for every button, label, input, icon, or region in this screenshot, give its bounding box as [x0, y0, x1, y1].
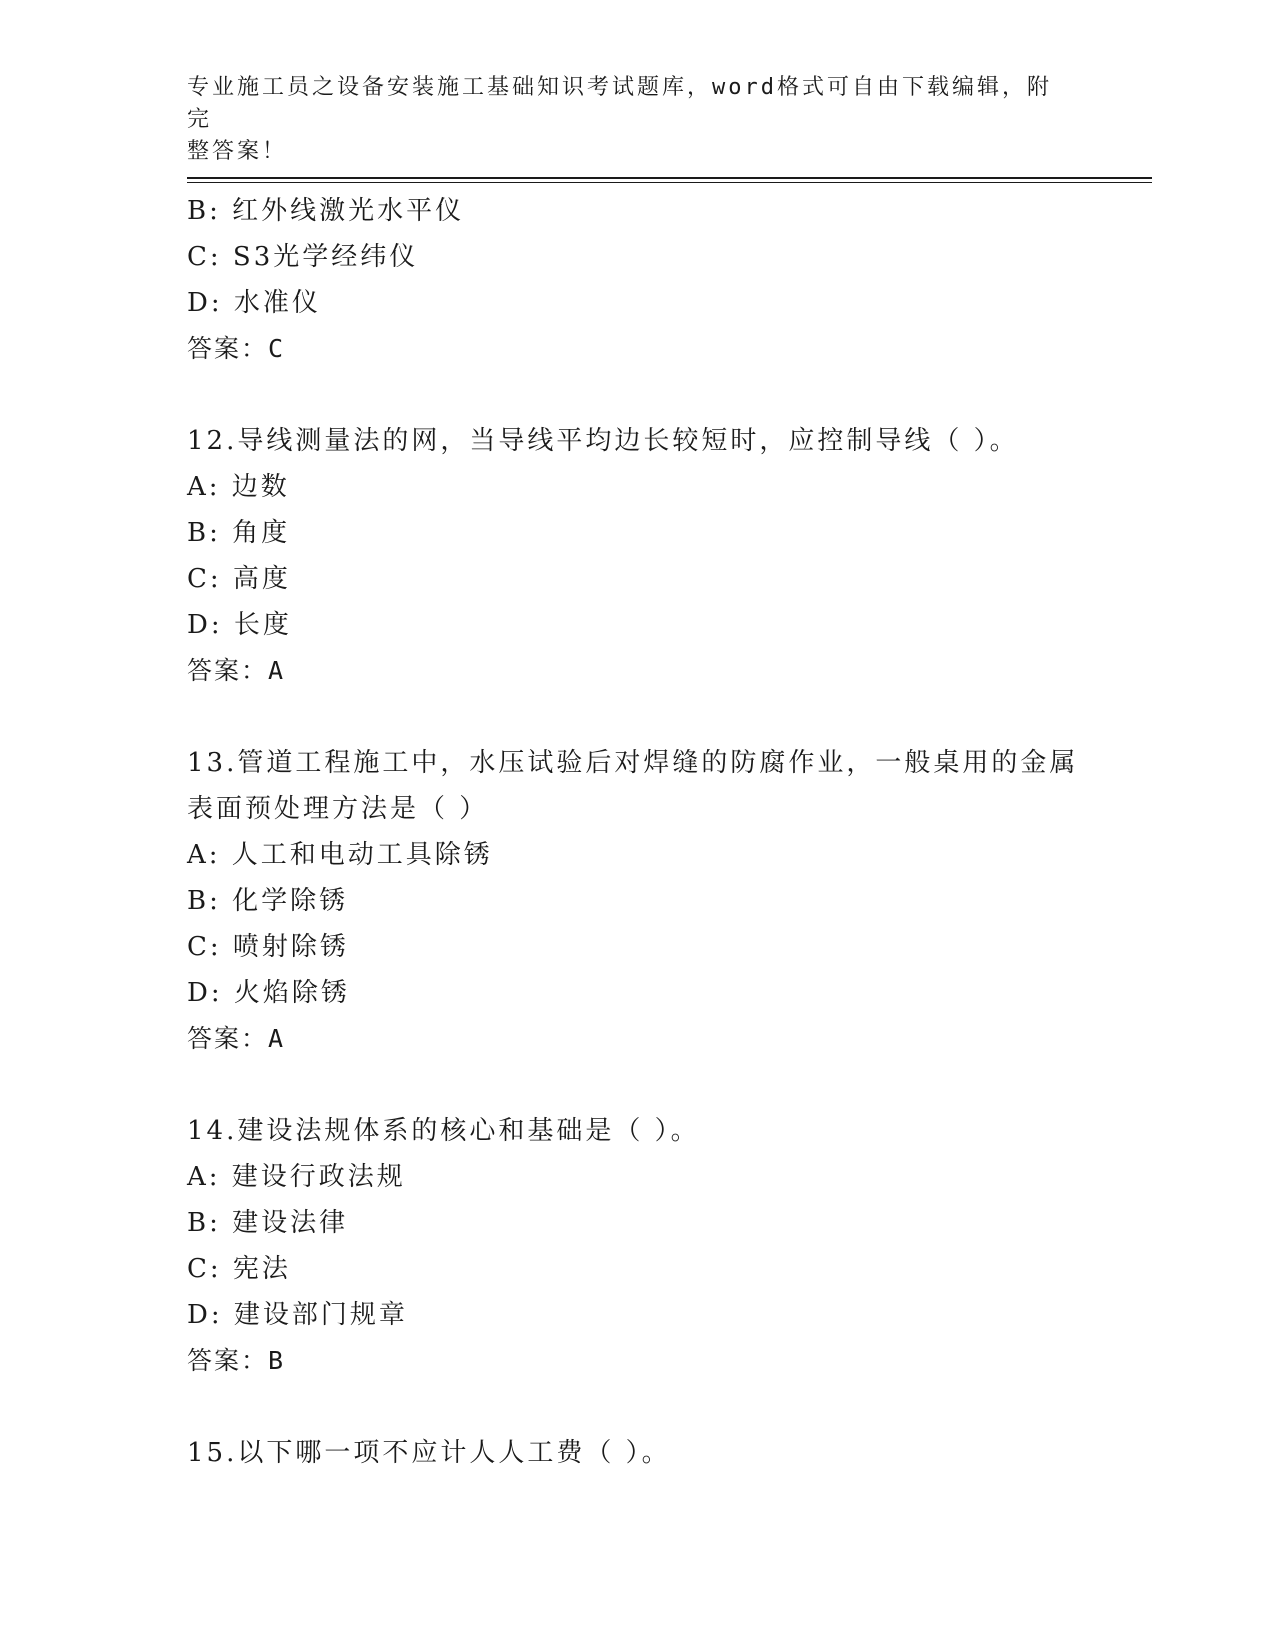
question-12-option-c: C: 高度 [187, 564, 291, 594]
header-title-line-1: 专业施工员之设备安装施工基础知识考试题库，word格式可自由下载编辑，附完 [187, 75, 1052, 132]
question-12-option-d: D: 长度 [187, 610, 292, 640]
question-11-option-d: D: 水准仪 [187, 288, 321, 318]
question-14-answer: 答案：B [187, 1346, 286, 1375]
question-13 [187, 740, 1087, 1062]
spacer [187, 694, 1087, 740]
question-11-option-c: C: S3光学经纬仪 [187, 242, 419, 272]
question-13-stem-line-2: 表面预处理方法是（ ） [187, 794, 489, 824]
question-13-option-d: D: 火焰除锈 [187, 978, 350, 1008]
question-13-option-b: B: 化学除锈 [187, 886, 349, 916]
header-divider-thick [187, 177, 1152, 179]
question-13-stem-line-1: 13.管道工程施工中，水压试验后对焊缝的防腐作业，一般桌用的金属 [187, 748, 1079, 778]
question-list [187, 188, 1087, 1476]
question-14-option-d: D: 建设部门规章 [187, 1300, 408, 1330]
question-14-option-a: A: 建设行政法规 [187, 1162, 406, 1192]
question-13-answer: 答案：A [187, 1024, 286, 1053]
question-15 [187, 1430, 1087, 1476]
question-14 [187, 1108, 1087, 1384]
question-12-stem: 12.导线测量法的网，当导线平均边长较短时，应控制导线（ ）。 [187, 426, 1019, 456]
question-14-option-b: B: 建设法律 [187, 1208, 349, 1238]
question-11-answer: 答案：C [187, 334, 286, 363]
spacer [187, 1384, 1087, 1430]
spacer [187, 372, 1087, 418]
spacer [187, 1062, 1087, 1108]
header-title-line-2: 整答案！ [187, 139, 288, 164]
question-15-stem: 15.以下哪一项不应计人人工费（ ）。 [187, 1438, 671, 1468]
header-divider-thin [187, 182, 1152, 183]
document-header [187, 72, 1067, 168]
question-11-option-b: B: 红外线激光水平仪 [187, 196, 465, 226]
question-14-option-c: C: 宪法 [187, 1254, 291, 1284]
question-11-tail [187, 188, 1087, 372]
question-12-answer: 答案：A [187, 656, 286, 685]
question-12 [187, 418, 1087, 694]
question-13-option-c: C: 喷射除锈 [187, 932, 349, 962]
question-13-option-a: A: 人工和电动工具除锈 [187, 840, 493, 870]
question-14-stem: 14.建设法规体系的核心和基础是（ ）。 [187, 1116, 700, 1146]
question-12-option-b: B: 角度 [187, 518, 291, 548]
question-12-option-a: A: 边数 [187, 472, 290, 502]
